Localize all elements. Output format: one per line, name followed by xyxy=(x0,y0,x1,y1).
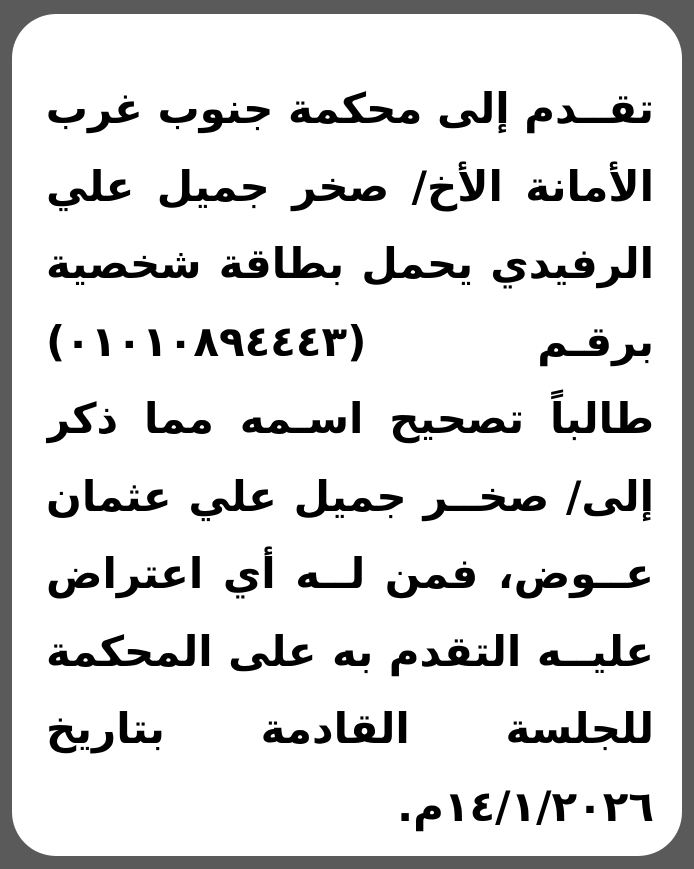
notice-line: الأمانة الأخ/ صخر جميل علي xyxy=(46,161,654,211)
notice-card xyxy=(12,14,682,856)
notice-line: عــوض، فمن لــه أي اعتراض xyxy=(46,549,654,598)
notice-line: الرفيدي يحمل بطاقة شخصية xyxy=(46,239,654,288)
notice-line: برقـم (٠١٠١٠٨٩٤٤٤٣) xyxy=(46,316,654,366)
notice-line: إلى/ صخــر جميل علي عثمان xyxy=(46,471,654,521)
notice-line: طالباً تصحيح اسـمه مما ذكر xyxy=(46,394,654,443)
notice-line: للجلسة القادمة بتاريخ xyxy=(46,704,654,753)
court-notice-text xyxy=(46,70,654,845)
notice-line: عليــه التقدم به على المحكمة xyxy=(46,626,654,676)
notice-line: تقــدم إلى محكمة جنوب غرب xyxy=(46,84,654,133)
notice-date-line: ١٤/١/٢٠٢٦م. xyxy=(397,781,654,831)
